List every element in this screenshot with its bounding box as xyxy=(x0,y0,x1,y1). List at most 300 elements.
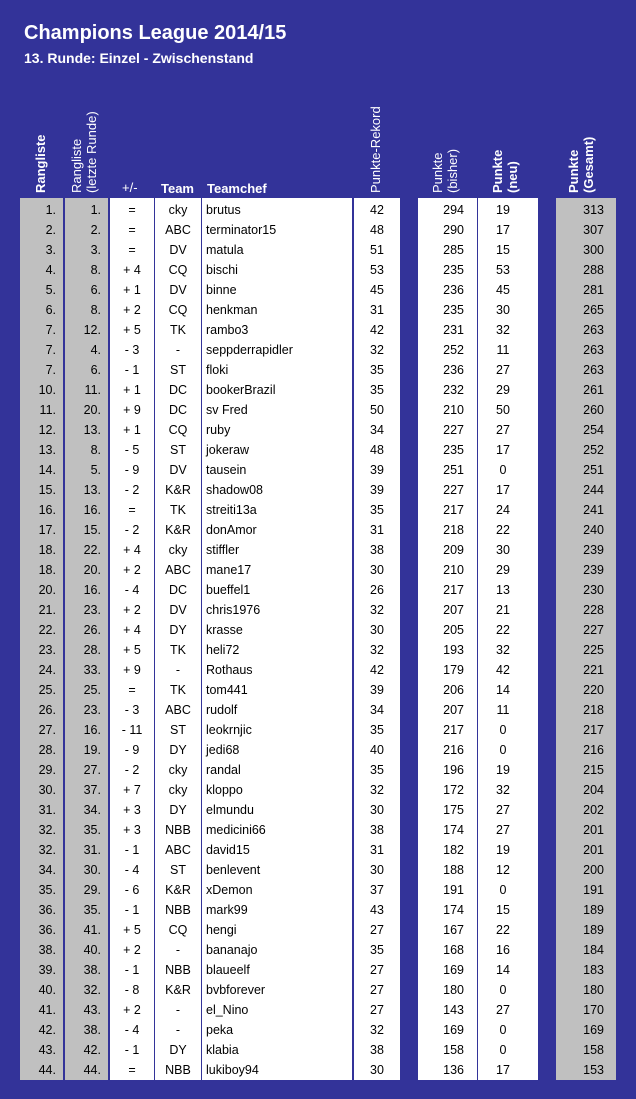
cell-diff: - 4 xyxy=(124,583,140,597)
cell-teamchef: blaueelf xyxy=(206,963,250,977)
cell-diff: - 1 xyxy=(124,1043,140,1057)
header-team: Team xyxy=(161,181,194,196)
cell-gesamt: 313 xyxy=(583,203,604,217)
cell-rank: 7. xyxy=(45,323,56,337)
cell-bisher: 217 xyxy=(443,723,464,737)
cell-rank-last: 33. xyxy=(83,663,101,677)
cell-team: DV xyxy=(169,283,187,297)
cell-teamchef: terminator15 xyxy=(206,223,277,237)
cell-gesamt: 183 xyxy=(583,963,604,977)
cell-rank: 23. xyxy=(38,643,56,657)
cell-team: - xyxy=(175,343,181,357)
cell-teamchef: el_Nino xyxy=(206,1003,249,1017)
cell-bisher: 207 xyxy=(443,703,464,717)
cell-rank-last: 44. xyxy=(83,1063,101,1077)
cell-rekord: 31 xyxy=(370,523,384,537)
cell-rank-last: 2. xyxy=(90,223,101,237)
cell-teamchef: xDemon xyxy=(206,883,253,897)
cell-diff: + 2 xyxy=(123,563,141,577)
cell-gesamt: 300 xyxy=(583,243,604,257)
cell-diff: = xyxy=(128,503,136,517)
cell-rank: 27. xyxy=(38,723,56,737)
cell-bisher: 231 xyxy=(443,323,464,337)
cell-teamchef: floki xyxy=(206,363,229,377)
cell-neu: 19 xyxy=(496,843,510,857)
cell-rekord: 43 xyxy=(370,903,384,917)
cell-rank: 39. xyxy=(38,963,56,977)
cell-rank: 12. xyxy=(38,423,56,437)
cell-team: ABC xyxy=(165,563,191,577)
cell-bisher: 136 xyxy=(443,1063,464,1077)
cell-rekord: 48 xyxy=(370,223,384,237)
cell-bisher: 182 xyxy=(443,843,464,857)
cell-rank: 41. xyxy=(38,1003,56,1017)
cell-teamchef: lukiboy94 xyxy=(206,1063,259,1077)
cell-diff: - 6 xyxy=(124,883,140,897)
cell-rekord: 30 xyxy=(370,803,384,817)
cell-team: K&R xyxy=(165,523,191,537)
cell-rank-last: 25. xyxy=(83,683,101,697)
cell-gesamt: 170 xyxy=(583,1003,604,1017)
cell-team: ABC xyxy=(165,703,191,717)
cell-teamchef: hengi xyxy=(206,923,237,937)
cell-gesamt: 288 xyxy=(583,263,604,277)
cell-neu: 16 xyxy=(496,943,510,957)
header-punkte-neu: Punkte (neu) xyxy=(490,149,520,193)
cell-bisher: 235 xyxy=(443,263,464,277)
cell-rank-last: 1. xyxy=(90,203,101,217)
cell-gesamt: 221 xyxy=(583,663,604,677)
cell-team: TK xyxy=(170,323,186,337)
cell-rank-last: 16. xyxy=(83,723,101,737)
cell-rank: 26. xyxy=(38,703,56,717)
cell-neu: 21 xyxy=(496,603,510,617)
cell-diff: + 1 xyxy=(123,423,141,437)
cell-rekord: 35 xyxy=(370,943,384,957)
cell-teamchef: chris1976 xyxy=(206,603,261,617)
cell-gesamt: 217 xyxy=(583,723,604,737)
cell-rekord: 34 xyxy=(370,423,384,437)
cell-neu: 17 xyxy=(496,1063,510,1077)
cell-team: - xyxy=(175,943,181,957)
cell-bisher: 188 xyxy=(443,863,464,877)
cell-bisher: 207 xyxy=(443,603,464,617)
cell-diff: - 4 xyxy=(124,863,140,877)
cell-rekord: 30 xyxy=(370,563,384,577)
cell-teamchef: bookerBrazil xyxy=(206,383,276,397)
cell-rank-last: 32. xyxy=(83,983,101,997)
cell-teamchef: jedi68 xyxy=(206,743,240,757)
cell-rekord: 32 xyxy=(370,603,384,617)
cell-gesamt: 225 xyxy=(583,643,604,657)
cell-teamchef: streiti13a xyxy=(206,503,257,517)
cell-rekord: 42 xyxy=(370,663,384,677)
cell-rank-last: 4. xyxy=(90,343,101,357)
cell-team: CQ xyxy=(168,923,188,937)
cell-rekord: 30 xyxy=(370,863,384,877)
cell-team: ST xyxy=(170,443,186,457)
cell-diff: - 4 xyxy=(124,1023,140,1037)
cell-neu: 0 xyxy=(499,983,507,997)
cell-neu: 15 xyxy=(496,243,510,257)
cell-rekord: 32 xyxy=(370,783,384,797)
cell-teamchef: kloppo xyxy=(206,783,243,797)
cell-rank-last: 29. xyxy=(83,883,101,897)
cell-rank-last: 35. xyxy=(83,903,101,917)
cell-rank-last: 41. xyxy=(83,923,101,937)
cell-neu: 45 xyxy=(496,283,510,297)
cell-rank-last: 34. xyxy=(83,803,101,817)
cell-bisher: 294 xyxy=(443,203,464,217)
cell-teamchef: matula xyxy=(206,243,244,257)
cell-neu: 17 xyxy=(496,223,510,237)
cell-rekord: 32 xyxy=(370,643,384,657)
cell-rekord: 53 xyxy=(370,263,384,277)
cell-gesamt: 240 xyxy=(583,523,604,537)
cell-rank: 16. xyxy=(38,503,56,517)
cell-neu: 32 xyxy=(496,783,510,797)
cell-gesamt: 261 xyxy=(583,383,604,397)
cell-team: cky xyxy=(168,763,188,777)
cell-neu: 29 xyxy=(496,563,510,577)
cell-teamchef: leokrnjic xyxy=(206,723,252,737)
cell-rank-last: 8. xyxy=(90,443,101,457)
cell-rank-last: 8. xyxy=(90,263,101,277)
cell-neu: 42 xyxy=(496,663,510,677)
cell-diff: + 5 xyxy=(123,643,141,657)
cell-diff: + 1 xyxy=(123,383,141,397)
cell-bisher: 235 xyxy=(443,443,464,457)
cell-diff: - 2 xyxy=(124,483,140,497)
cell-rank: 1. xyxy=(45,203,56,217)
cell-rank: 38. xyxy=(38,943,56,957)
cell-neu: 30 xyxy=(496,303,510,317)
cell-neu: 50 xyxy=(496,403,510,417)
cell-neu: 0 xyxy=(499,1043,507,1057)
cell-bisher: 235 xyxy=(443,303,464,317)
cell-rank: 10. xyxy=(38,383,56,397)
cell-rank-last: 13. xyxy=(83,423,101,437)
cell-teamchef: sv Fred xyxy=(206,403,248,417)
cell-team: DY xyxy=(169,743,187,757)
cell-neu: 27 xyxy=(496,823,510,837)
cell-teamchef: bananajo xyxy=(206,943,258,957)
cell-gesamt: 239 xyxy=(583,563,604,577)
cell-team: DC xyxy=(168,403,188,417)
cell-teamchef: peka xyxy=(206,1023,234,1037)
cell-neu: 53 xyxy=(496,263,510,277)
cell-gesamt: 244 xyxy=(583,483,604,497)
cell-rekord: 42 xyxy=(370,203,384,217)
cell-bisher: 206 xyxy=(443,683,464,697)
cell-diff: - 5 xyxy=(124,443,140,457)
cell-rank-last: 3. xyxy=(90,243,101,257)
cell-teamchef: shadow08 xyxy=(206,483,263,497)
cell-rank: 42. xyxy=(38,1023,56,1037)
cell-diff: + 2 xyxy=(123,303,141,317)
cell-team: cky xyxy=(168,203,188,217)
cell-neu: 27 xyxy=(496,1003,510,1017)
cell-teamchef: ruby xyxy=(206,423,231,437)
header-rangliste-letzte-runde: Rangliste (letzte Runde) xyxy=(69,111,99,193)
cell-rank: 5. xyxy=(45,283,56,297)
cell-bisher: 169 xyxy=(443,963,464,977)
cell-rekord: 39 xyxy=(370,483,384,497)
cell-team: - xyxy=(175,1023,181,1037)
cell-team: CQ xyxy=(168,263,188,277)
cell-gesamt: 260 xyxy=(583,403,604,417)
cell-diff: + 4 xyxy=(123,263,141,277)
cell-bisher: 210 xyxy=(443,563,464,577)
cell-team: DY xyxy=(169,1043,187,1057)
cell-rank: 35. xyxy=(38,883,56,897)
cell-gesamt: 230 xyxy=(583,583,604,597)
cell-team: ST xyxy=(170,863,186,877)
cell-bisher: 196 xyxy=(443,763,464,777)
cell-rank: 29. xyxy=(38,763,56,777)
cell-diff: + 7 xyxy=(123,783,141,797)
cell-rank: 18. xyxy=(38,543,56,557)
cell-rank-last: 13. xyxy=(83,483,101,497)
cell-rank: 32. xyxy=(38,823,56,837)
cell-rank: 25. xyxy=(38,683,56,697)
cell-rekord: 30 xyxy=(370,623,384,637)
page-title: Champions League 2014/15 xyxy=(24,22,287,44)
cell-rank-last: 23. xyxy=(83,603,101,617)
cell-gesamt: 307 xyxy=(583,223,604,237)
cell-gesamt: 254 xyxy=(583,423,604,437)
cell-rank: 6. xyxy=(45,303,56,317)
cell-gesamt: 263 xyxy=(583,363,604,377)
cell-rank: 2. xyxy=(45,223,56,237)
cell-teamchef: david15 xyxy=(206,843,250,857)
cell-team: DY xyxy=(169,803,187,817)
cell-rekord: 50 xyxy=(370,403,384,417)
cell-rekord: 38 xyxy=(370,1043,384,1057)
header-diff: +/- xyxy=(122,180,138,195)
cell-bisher: 175 xyxy=(443,803,464,817)
cell-bisher: 169 xyxy=(443,1023,464,1037)
cell-bisher: 252 xyxy=(443,343,464,357)
cell-team: cky xyxy=(168,783,188,797)
cell-rank: 7. xyxy=(45,343,56,357)
cell-teamchef: bvbforever xyxy=(206,983,266,997)
cell-rekord: 42 xyxy=(370,323,384,337)
cell-rekord: 51 xyxy=(370,243,384,257)
cell-rank: 20. xyxy=(38,583,56,597)
cell-rekord: 35 xyxy=(370,723,384,737)
cell-gesamt: 184 xyxy=(583,943,604,957)
cell-rekord: 35 xyxy=(370,363,384,377)
cell-team: K&R xyxy=(165,883,191,897)
cell-rank: 30. xyxy=(38,783,56,797)
cell-teamchef: medicini66 xyxy=(206,823,266,837)
cell-rank-last: 20. xyxy=(83,403,101,417)
cell-teamchef: bischi xyxy=(206,263,238,277)
cell-diff: + 5 xyxy=(123,323,141,337)
cell-rank: 44. xyxy=(38,1063,56,1077)
cell-neu: 27 xyxy=(496,803,510,817)
cell-rekord: 39 xyxy=(370,463,384,477)
cell-rank-last: 11. xyxy=(84,383,101,397)
cell-gesamt: 218 xyxy=(583,703,604,717)
cell-teamchef: tom441 xyxy=(206,683,248,697)
cell-diff: = xyxy=(128,203,136,217)
cell-rekord: 48 xyxy=(370,443,384,457)
cell-bisher: 236 xyxy=(443,363,464,377)
cell-neu: 27 xyxy=(496,363,510,377)
cell-teamchef: donAmor xyxy=(206,523,257,537)
cell-diff: + 9 xyxy=(123,403,141,417)
cell-neu: 22 xyxy=(496,523,510,537)
cell-team: NBB xyxy=(165,1063,191,1077)
cell-rekord: 39 xyxy=(370,683,384,697)
cell-diff: + 4 xyxy=(123,623,141,637)
cell-neu: 22 xyxy=(496,923,510,937)
cell-rank-last: 30. xyxy=(83,863,101,877)
cell-team: NBB xyxy=(165,903,191,917)
cell-rekord: 27 xyxy=(370,983,384,997)
cell-gesamt: 241 xyxy=(583,503,604,517)
cell-team: K&R xyxy=(165,483,191,497)
cell-rekord: 35 xyxy=(370,503,384,517)
cell-rekord: 38 xyxy=(370,543,384,557)
cell-bisher: 180 xyxy=(443,983,464,997)
cell-bisher: 290 xyxy=(443,223,464,237)
cell-neu: 0 xyxy=(499,723,507,737)
cell-rank: 15. xyxy=(38,483,56,497)
cell-rank: 31. xyxy=(38,803,56,817)
cell-rank-last: 40. xyxy=(83,943,101,957)
cell-rank: 17. xyxy=(38,523,56,537)
cell-rekord: 38 xyxy=(370,823,384,837)
cell-gesamt: 158 xyxy=(583,1043,604,1057)
cell-team: CQ xyxy=(168,423,188,437)
cell-rank-last: 38. xyxy=(83,963,101,977)
cell-rank-last: 26. xyxy=(83,623,101,637)
cell-bisher: 174 xyxy=(443,903,464,917)
cell-neu: 0 xyxy=(499,463,507,477)
cell-rekord: 45 xyxy=(370,283,384,297)
cell-gesamt: 263 xyxy=(583,323,604,337)
cell-rank: 24. xyxy=(38,663,56,677)
cell-bisher: 205 xyxy=(443,623,464,637)
cell-bisher: 209 xyxy=(443,543,464,557)
cell-gesamt: 204 xyxy=(583,783,604,797)
cell-neu: 0 xyxy=(499,883,507,897)
cell-teamchef: tausein xyxy=(206,463,247,477)
cell-diff: - 8 xyxy=(124,983,140,997)
cell-diff: + 5 xyxy=(123,923,141,937)
cell-diff: - 2 xyxy=(124,523,140,537)
cell-rank-last: 15. xyxy=(83,523,101,537)
cell-bisher: 232 xyxy=(443,383,464,397)
cell-team: DC xyxy=(168,583,188,597)
cell-rank-last: 27. xyxy=(83,763,101,777)
cell-rank-last: 12. xyxy=(83,323,101,337)
header-punkte-gesamt: Punkte (Gesamt) xyxy=(566,136,596,193)
cell-diff: + 9 xyxy=(123,663,141,677)
cell-rank-last: 5. xyxy=(90,463,101,477)
cell-gesamt: 228 xyxy=(583,603,604,617)
cell-rekord: 35 xyxy=(370,383,384,397)
cell-team: DV xyxy=(169,463,187,477)
cell-team: ST xyxy=(170,723,186,737)
cell-rank-last: 38. xyxy=(83,1023,101,1037)
cell-rekord: 30 xyxy=(370,1063,384,1077)
cell-rekord: 26 xyxy=(370,583,384,597)
cell-teamchef: benlevent xyxy=(206,863,261,877)
cell-diff: + 3 xyxy=(123,823,141,837)
cell-gesamt: 215 xyxy=(583,763,604,777)
cell-diff: - 3 xyxy=(124,703,140,717)
cell-teamchef: heli72 xyxy=(206,643,240,657)
cell-teamchef: seppderrapidler xyxy=(206,343,293,357)
cell-bisher: 216 xyxy=(443,743,464,757)
cell-bisher: 218 xyxy=(443,523,464,537)
cell-rekord: 32 xyxy=(370,343,384,357)
cell-teamchef: jokeraw xyxy=(206,443,250,457)
cell-bisher: 191 xyxy=(443,883,464,897)
cell-team: TK xyxy=(170,503,186,517)
cell-gesamt: 189 xyxy=(583,923,604,937)
cell-rank-last: 42. xyxy=(83,1043,101,1057)
cell-rekord: 35 xyxy=(370,763,384,777)
cell-rekord: 31 xyxy=(370,303,384,317)
header-teamchef: Teamchef xyxy=(207,181,267,196)
cell-teamchef: klabia xyxy=(206,1043,239,1057)
cell-teamchef: binne xyxy=(206,283,237,297)
cell-rank-last: 37. xyxy=(83,783,101,797)
cell-team: ABC xyxy=(165,843,191,857)
cell-gesamt: 251 xyxy=(583,463,604,477)
header-punkte-rekord: Punkte-Rekord xyxy=(368,106,383,193)
cell-bisher: 217 xyxy=(443,503,464,517)
cell-teamchef: bueffel1 xyxy=(206,583,251,597)
cell-teamchef: elmundu xyxy=(206,803,254,817)
cell-diff: = xyxy=(128,1063,136,1077)
cell-rank: 22. xyxy=(38,623,56,637)
cell-rank-last: 16. xyxy=(83,503,101,517)
cell-team: - xyxy=(175,1003,181,1017)
cell-teamchef: brutus xyxy=(206,203,241,217)
cell-gesamt: 189 xyxy=(583,903,604,917)
cell-teamchef: rudolf xyxy=(206,703,238,717)
cell-bisher: 143 xyxy=(443,1003,464,1017)
cell-diff: + 3 xyxy=(123,803,141,817)
page-subtitle: 13. Runde: Einzel - Zwischenstand xyxy=(24,50,254,66)
cell-team: CQ xyxy=(168,303,188,317)
cell-gesamt: 153 xyxy=(583,1063,604,1077)
cell-gesamt: 201 xyxy=(583,843,604,857)
cell-diff: - 1 xyxy=(124,843,140,857)
cell-neu: 11 xyxy=(496,343,510,357)
cell-gesamt: 239 xyxy=(583,543,604,557)
cell-rank: 3. xyxy=(45,243,56,257)
cell-team: DV xyxy=(169,243,187,257)
cell-neu: 19 xyxy=(496,763,510,777)
cell-bisher: 227 xyxy=(443,483,464,497)
cell-neu: 13 xyxy=(496,583,510,597)
cell-bisher: 227 xyxy=(443,423,464,437)
cell-gesamt: 169 xyxy=(583,1023,604,1037)
cell-rank-last: 23. xyxy=(83,703,101,717)
cell-diff: = xyxy=(128,243,136,257)
cell-rekord: 37 xyxy=(370,883,384,897)
cell-bisher: 172 xyxy=(443,783,464,797)
cell-rank: 13. xyxy=(38,443,56,457)
cell-diff: - 9 xyxy=(124,463,140,477)
